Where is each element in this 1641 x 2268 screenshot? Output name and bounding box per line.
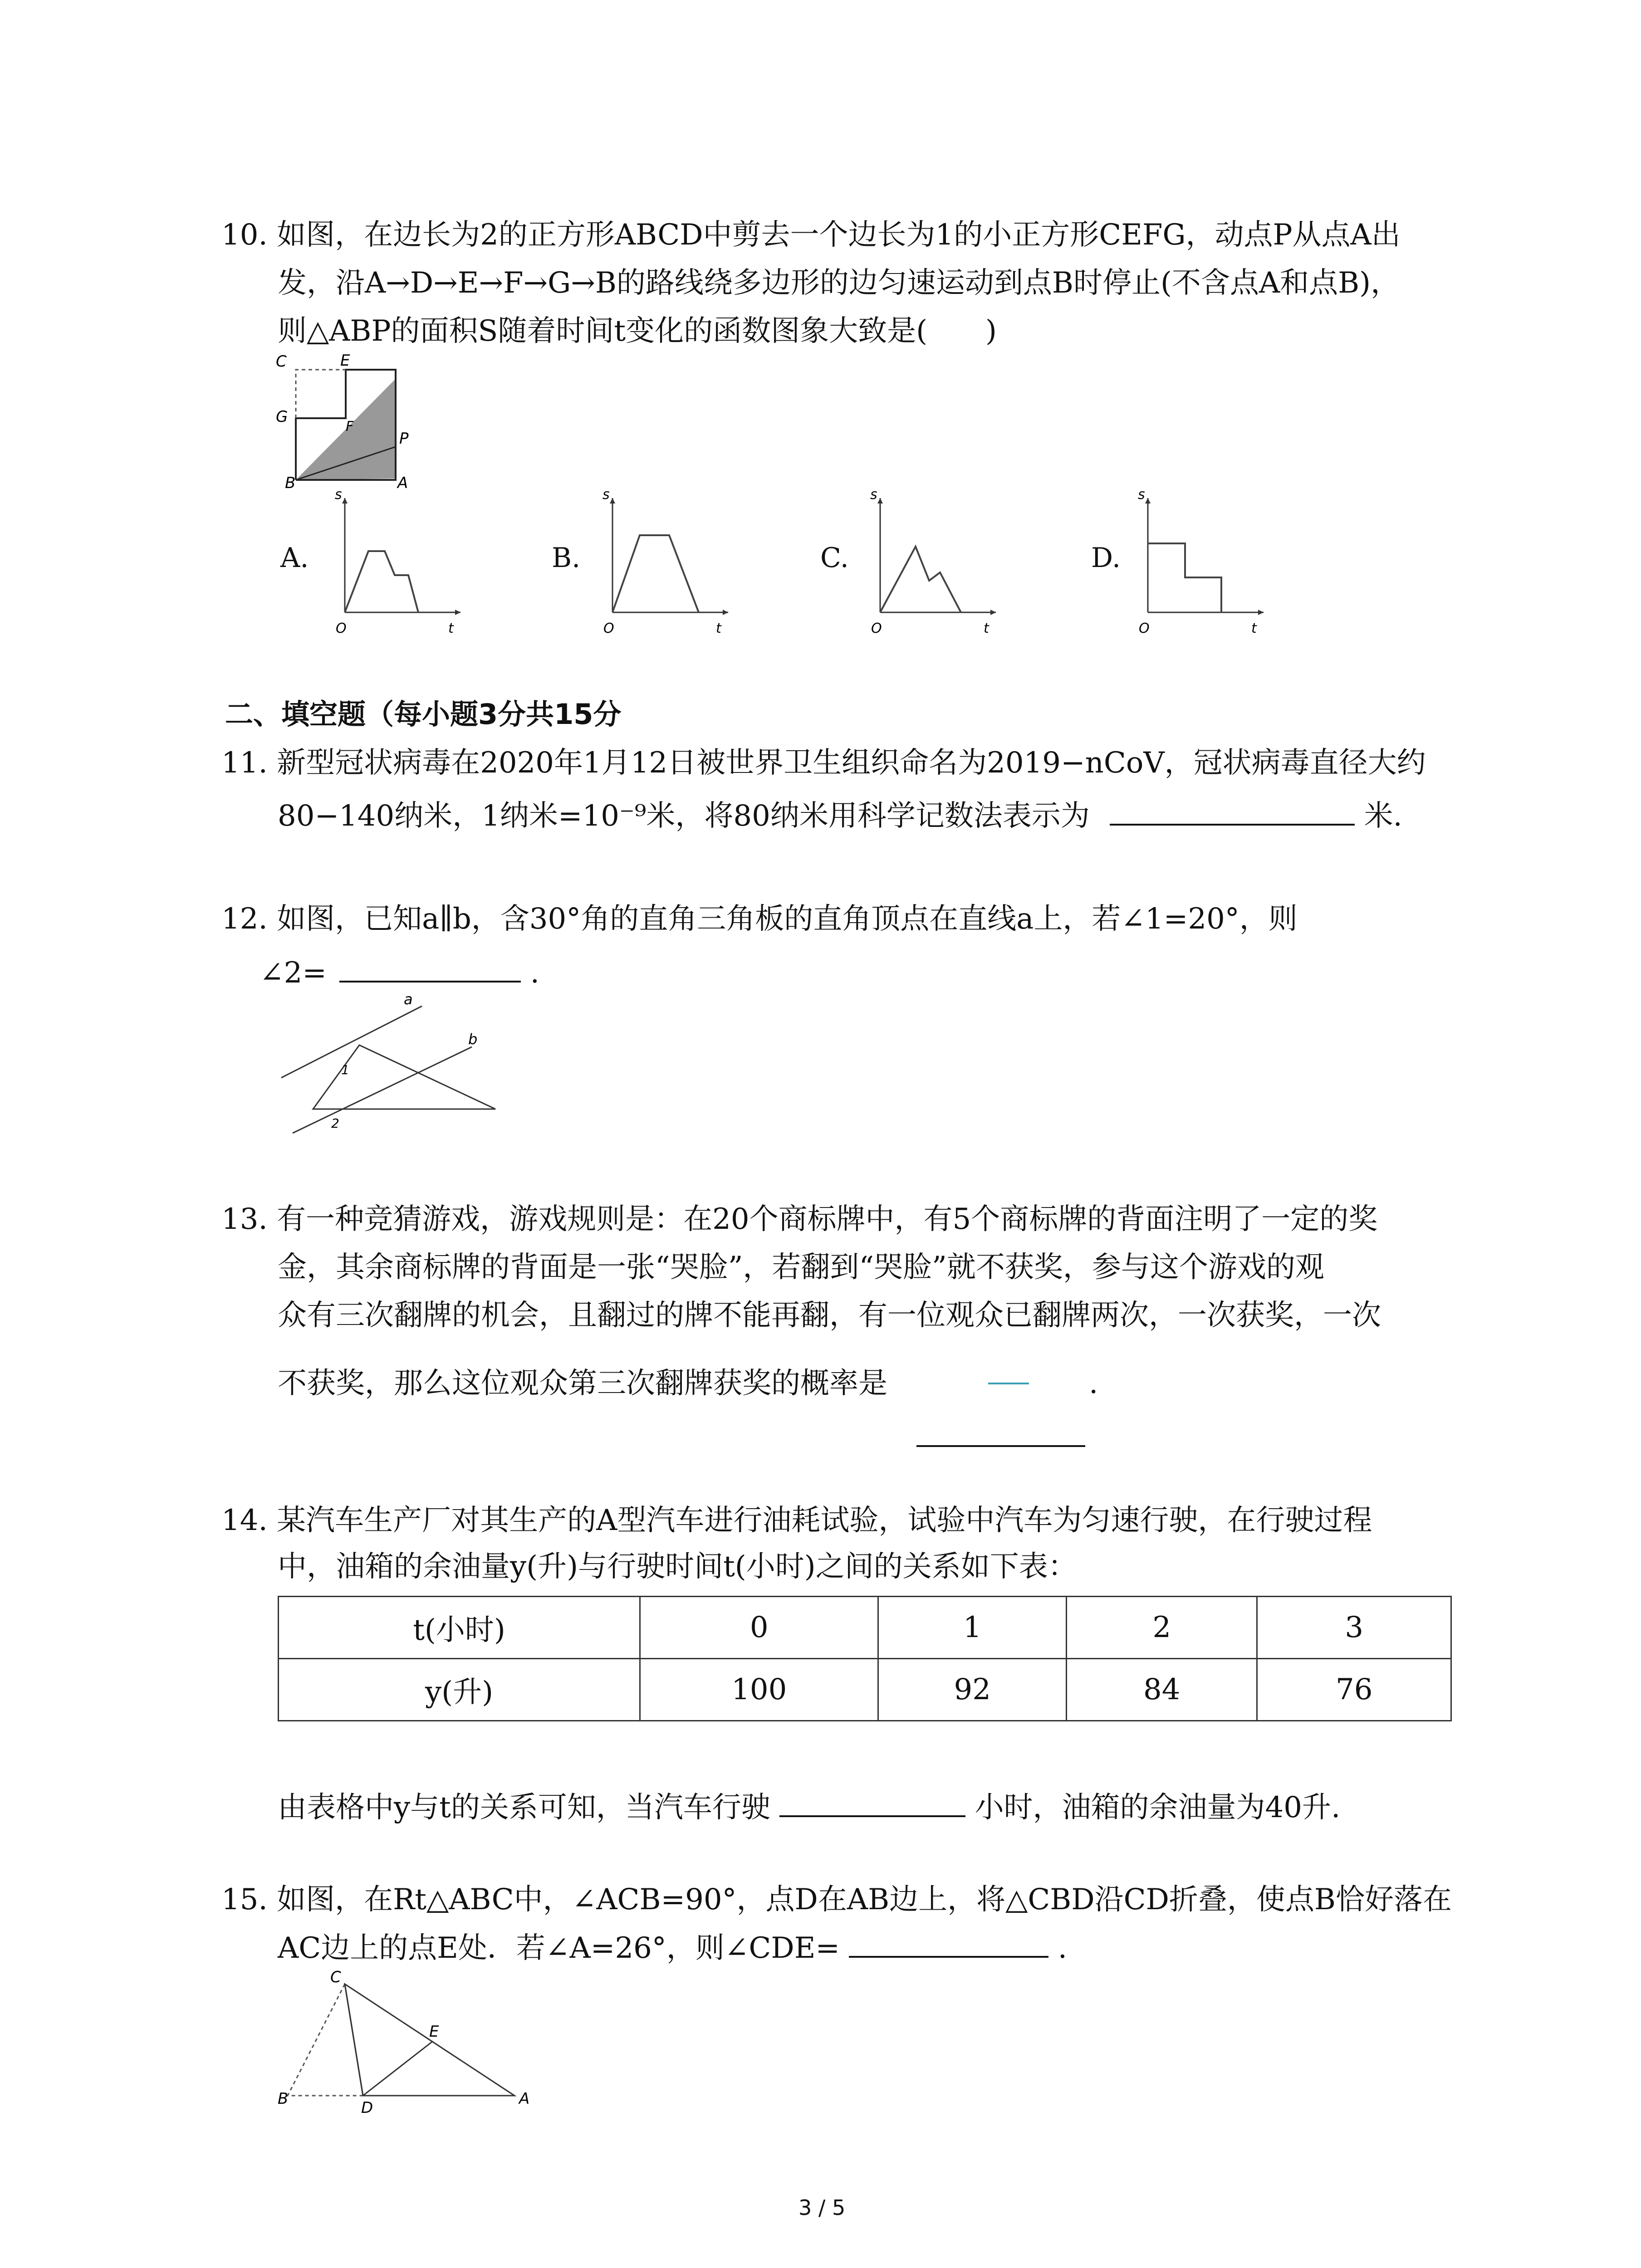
table-cell: 0 (640, 1597, 878, 1659)
option-b-label: B. (552, 542, 581, 574)
q12-tail: . (530, 956, 539, 990)
option-c-s-label: s (870, 487, 877, 503)
q11-tail: 米. (1364, 799, 1402, 833)
option-b-t-label: t (716, 621, 721, 636)
option-d-origin: O (1139, 621, 1150, 636)
option-c-t-label: t (984, 621, 989, 636)
label-a: A (519, 2090, 530, 2108)
label-a: A (397, 474, 408, 492)
q15-line-2-wrap (278, 1924, 1067, 1971)
option-a-curve (345, 551, 418, 612)
set-square-triangle (313, 1045, 495, 1109)
option-d-graph (1130, 485, 1275, 640)
label-c: C (276, 352, 287, 371)
option-a-graph (327, 485, 472, 640)
option-b-graph (594, 485, 740, 640)
q13-line-3: 众有三次翻牌的机会，且翻过的牌不能再翻，有一位观众已翻牌两次，一次获奖，一次 (278, 1299, 1381, 1332)
q12-line-2: ∠2= (260, 956, 327, 990)
option-d-t-label: t (1251, 621, 1257, 636)
fuel-table (278, 1596, 1452, 1721)
q10-line-3: 则△ABP的面积S随着时间t变化的函数图象大致是( ) (278, 314, 997, 348)
option-b-origin: O (603, 621, 614, 636)
table-cell: 3 (1257, 1597, 1451, 1659)
table-cell: 84 (1066, 1659, 1257, 1721)
option-c-curve (880, 547, 961, 612)
label-angle-1: 1 (341, 1062, 349, 1077)
option-b-curve (612, 535, 699, 612)
removed-square-dashed (296, 370, 346, 418)
q15-line-1: 15. 如图，在Rt△ABC中，∠ACB=90°，点D在AB边上，将△CBD沿CD折叠，使点B恰好落在 (221, 1883, 1452, 1916)
q11-line-2-wrap (278, 792, 1402, 839)
option-a-t-label: t (448, 621, 454, 636)
q13-answer-blank[interactable] (916, 1445, 1085, 1447)
q10-square-figure (272, 349, 422, 499)
q10-line-2: 发，沿A→D→E→F→G→B的路线绕多边形的边匀速运动到点B时停止(不含点A和点B)， (278, 266, 1400, 300)
line-b (293, 1047, 472, 1133)
label-angle-2: 2 (331, 1116, 339, 1131)
table-cell: t(小时) (279, 1597, 640, 1659)
q15-triangle-figure (272, 1969, 544, 2118)
table-cell: 92 (878, 1659, 1067, 1721)
label-p: P (399, 430, 409, 448)
label-b: B (278, 2090, 289, 2108)
table-cell: 76 (1257, 1659, 1451, 1721)
q15-answer-blank[interactable] (849, 1924, 1048, 1958)
triangle-cbd-dashed (288, 1984, 363, 2096)
q14-line-2: 中，油箱的余油量y(升)与行驶时间t(小时)之间的关系如下表： (278, 1550, 1077, 1584)
label-d: D (361, 2099, 373, 2117)
q14-after-wrap (278, 1784, 1340, 1830)
option-a-origin: O (336, 621, 347, 636)
segment-de (363, 2041, 433, 2096)
q13-line-2: 金，其余商标牌的背面是一张“哭脸”，若翻到“哭脸”就不获奖，参与这个游戏的观 (278, 1251, 1324, 1284)
label-b: B (285, 474, 296, 492)
line-a (281, 1006, 422, 1078)
table-cell: 1 (878, 1597, 1067, 1659)
q15-tail: . (1058, 1931, 1068, 1965)
label-f: F (346, 419, 354, 435)
table-cell: 100 (640, 1659, 878, 1721)
q13-tail: . (1089, 1367, 1098, 1400)
q13-fraction-bar (988, 1383, 1029, 1384)
option-b-s-label: s (603, 487, 610, 503)
q13-line-1: 13. 有一种竞猜游戏，游戏规则是：在20个商标牌中，有5个商标牌的背面注明了一定的奖 (221, 1202, 1378, 1236)
table-cell: 2 (1066, 1597, 1257, 1659)
q10-line-1: 10. 如图，在边长为2的正方形ABCD中剪去一个边长为1的小正方形CEFG，动点P从点A出 (221, 218, 1401, 252)
segment-cd (345, 1984, 363, 2096)
label-g: G (276, 408, 288, 426)
q11-answer-blank[interactable] (1110, 792, 1355, 826)
q11-line-1: 11. 新型冠状病毒在2020年1月12日被世界卫生组织命名为2019−nCoV，冠状病毒直径大约 (221, 746, 1426, 780)
q11-line-2: 80−140纳米，1纳米=10⁻⁹米，将80纳米用科学记数法表示为 (278, 799, 1090, 833)
option-d-curve (1148, 543, 1221, 612)
q12-line-1: 12. 如图，已知a∥b，含30°角的直角三角板的直角顶点在直线a上，若∠1=20°，则 (221, 902, 1298, 936)
table-row (279, 1659, 1451, 1721)
q14-after-pre: 由表格中y与t的关系可知，当汽车行驶 (278, 1791, 770, 1824)
option-d-s-label: s (1138, 487, 1145, 503)
q14-after-post: 小时，油箱的余油量为40升. (975, 1791, 1341, 1824)
label-line-a: a (404, 991, 413, 1008)
label-c: C (330, 1969, 341, 1986)
option-d-label: D. (1091, 542, 1121, 574)
q14-line-1: 14. 某汽车生产厂对其生产的A型汽车进行油耗试验，试验中汽车为匀速行驶，在行驶过程 (221, 1504, 1372, 1537)
table-cell: y(升) (279, 1659, 640, 1721)
table-row (279, 1597, 1451, 1659)
q15-line-2: AC边上的点E处．若∠A=26°，则∠CDE= (278, 1931, 840, 1965)
q14-answer-blank[interactable] (779, 1784, 965, 1817)
label-e: E (340, 352, 350, 370)
q13-line-4: 不获奖，那么这位观众第三次翻牌获奖的概率是 (278, 1367, 887, 1400)
q12-parallel-lines-figure (272, 989, 508, 1143)
q12-answer-blank[interactable] (339, 949, 521, 982)
option-c-origin: O (871, 621, 882, 636)
option-c-label: C. (820, 542, 849, 574)
label-e: E (429, 2023, 439, 2041)
option-a-s-label: s (335, 487, 342, 503)
label-line-b: b (468, 1031, 478, 1048)
section-title: 二、填空题（每小题3分共15分 (225, 698, 622, 731)
page-number: 3 / 5 (798, 2195, 846, 2220)
option-a-label: A. (280, 542, 309, 574)
option-c-graph (862, 485, 1007, 640)
